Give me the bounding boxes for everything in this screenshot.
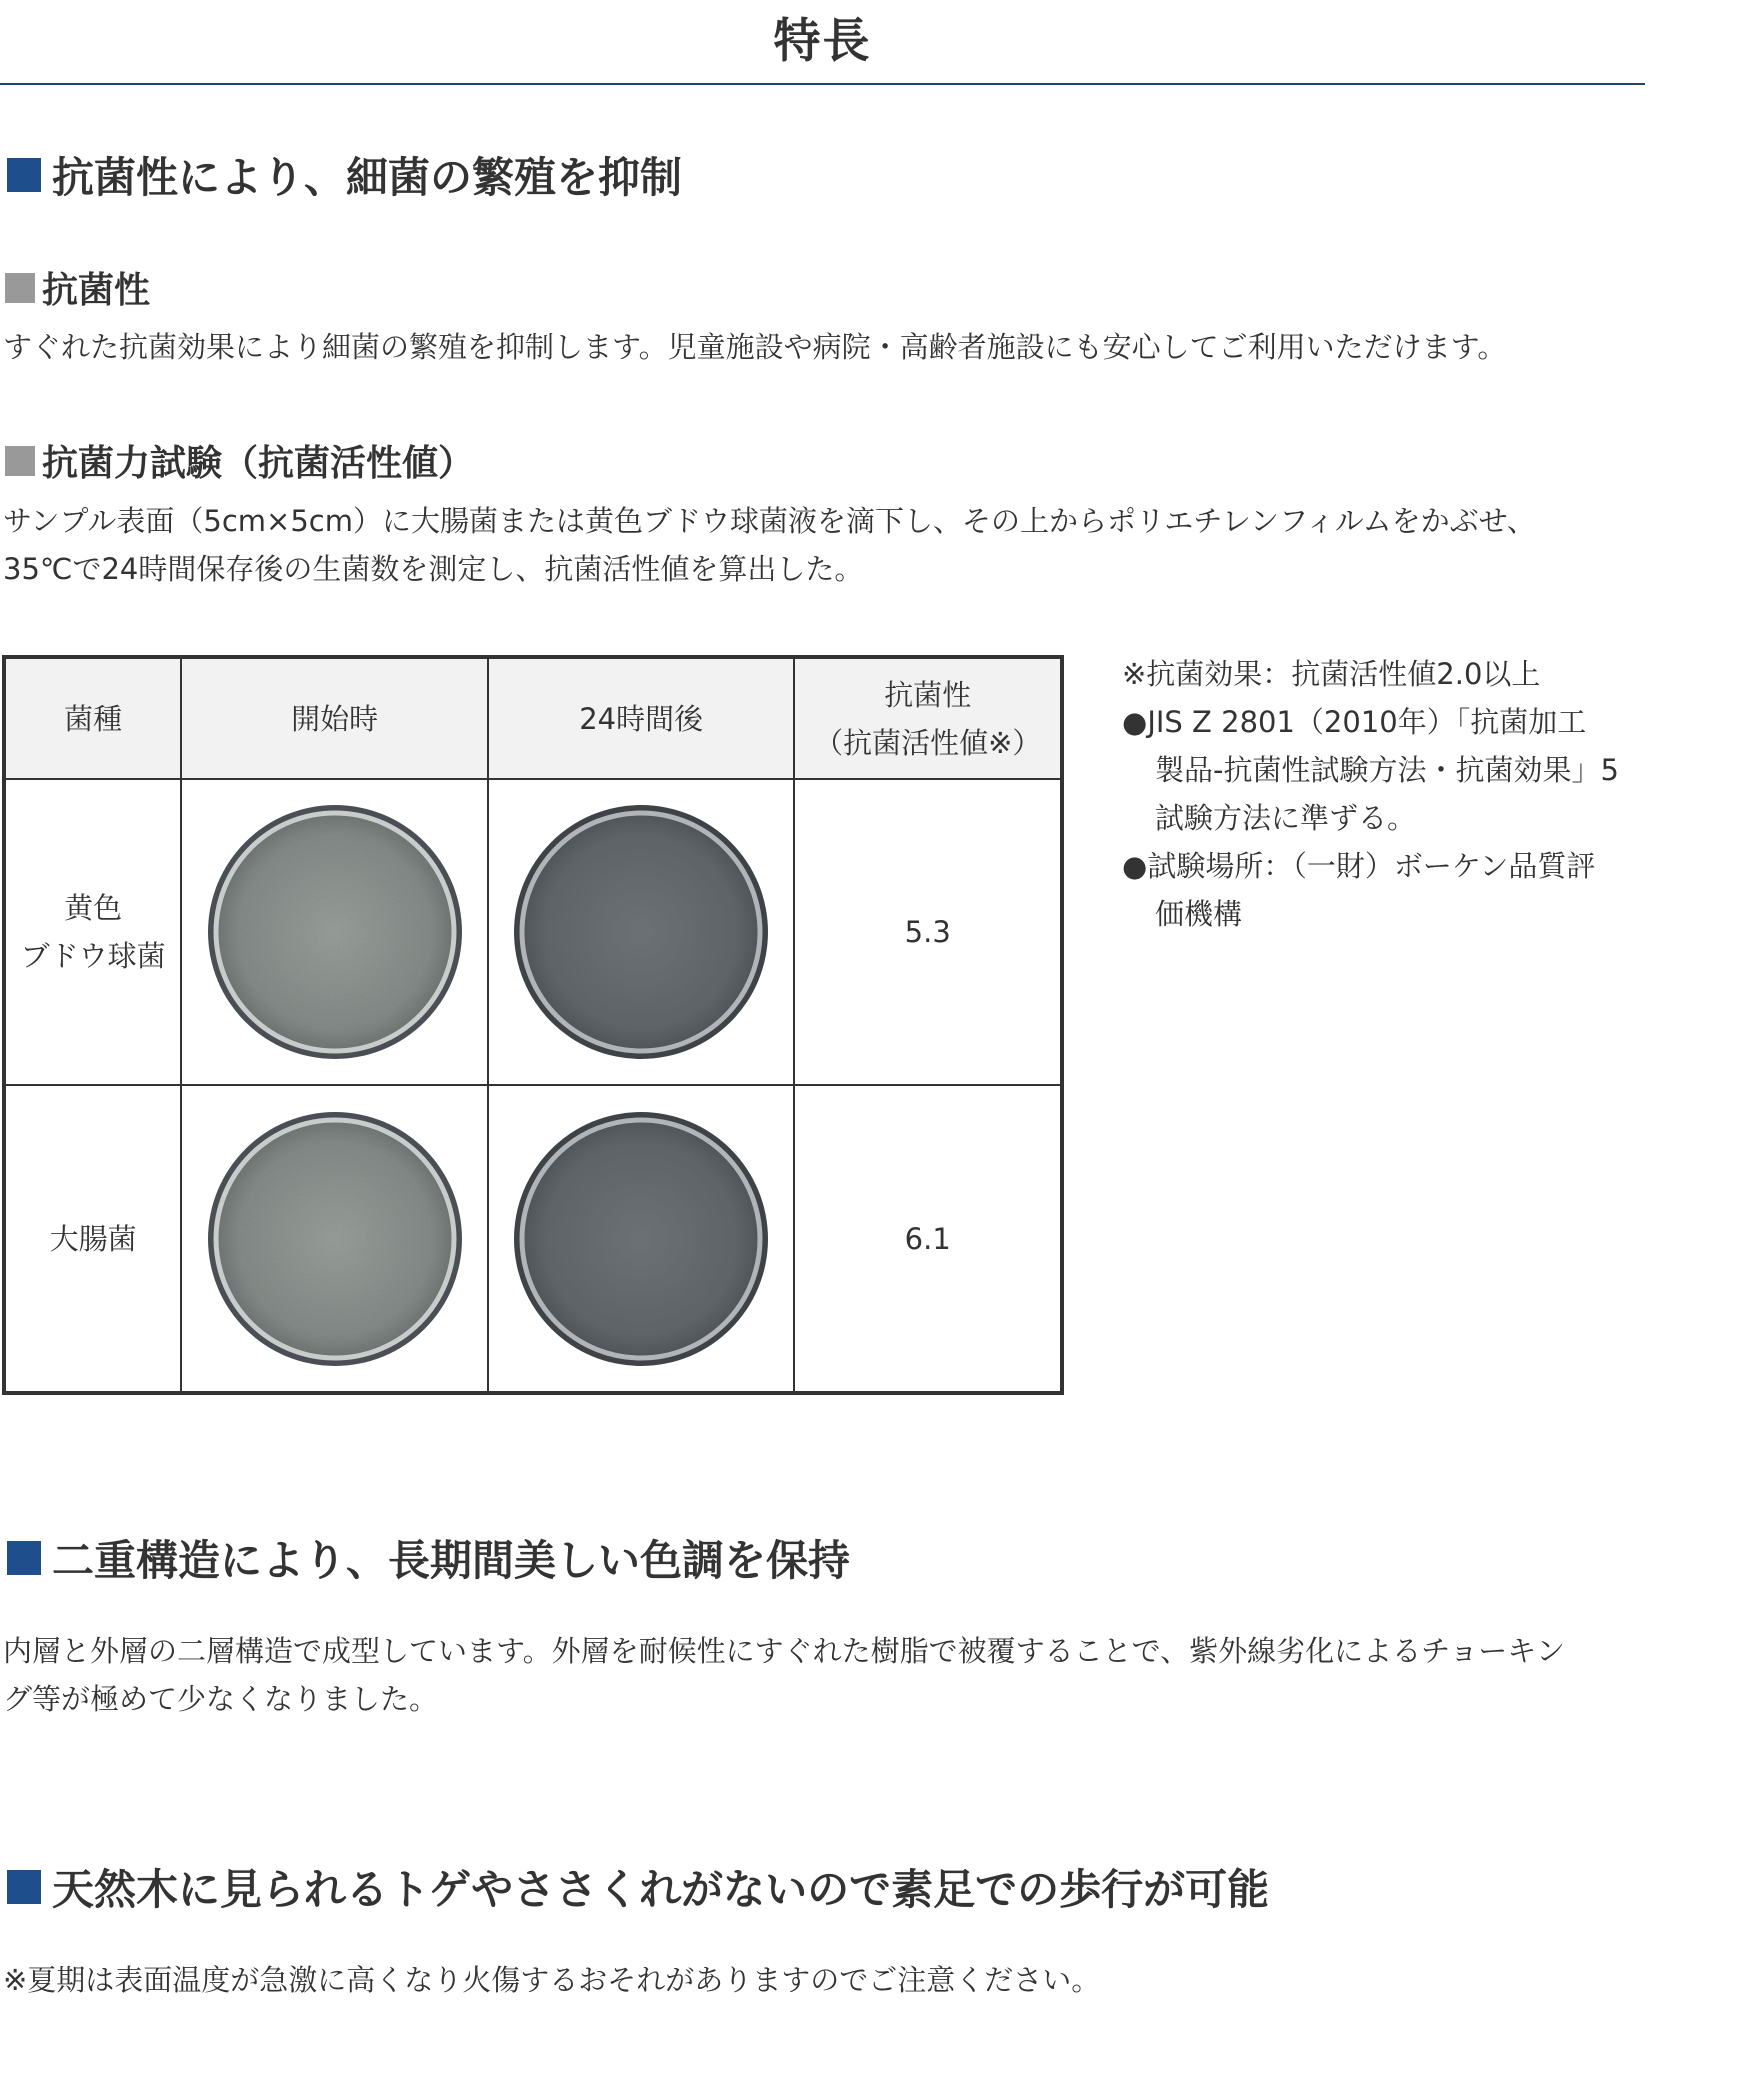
note-jis-line3: 試験方法に準ずる。 xyxy=(1155,801,1417,835)
test-notes xyxy=(1122,650,1642,938)
note-jis-line1: JIS Z 2801（2010年）「抗菌加工 xyxy=(1147,705,1587,739)
note-location-line1: 試験場所：（一財）ボーケン品質評 xyxy=(1147,849,1596,883)
after24-dish-cell xyxy=(488,1085,795,1393)
section-double-structure-title: 二重構造により、長期間美しい色調を保持 xyxy=(52,1536,851,1585)
after24-dish-cell xyxy=(488,779,795,1085)
section-antibacterial-title: 抗菌性により、細菌の繁殖を抑制 xyxy=(52,153,683,202)
subsection-test-title: 抗菌力試験（抗菌活性値） xyxy=(42,443,475,484)
section-double-structure-heading xyxy=(0,1528,850,1588)
table-row xyxy=(4,779,1062,1085)
note-jis-line2: 製品-抗菌性試験方法・抗菌効果」5 xyxy=(1155,753,1619,787)
header-activity-line2: （抗菌活性値※） xyxy=(814,725,1042,760)
subsection-antibacterial-title: 抗菌性 xyxy=(42,270,151,311)
species-line1: 大腸菌 xyxy=(49,1221,137,1256)
species-line1: 黄色 xyxy=(64,891,123,926)
petri-dish-after24-image xyxy=(510,1108,772,1370)
bullet-icon: ● xyxy=(1122,705,1148,739)
heading-square-icon xyxy=(7,158,41,192)
subheading-square-icon xyxy=(5,446,35,476)
antibacterial-test-table xyxy=(2,655,1064,1395)
start-dish-cell xyxy=(181,1085,488,1393)
heading-square-icon xyxy=(7,1870,41,1904)
title-divider xyxy=(0,83,1645,85)
double-structure-line1: 内層と外層の二層構造で成型しています。外層を耐候性にすぐれた樹脂で被覆することで、紫外線劣化によるチョーキン xyxy=(3,1634,1565,1668)
header-after24: 24時間後 xyxy=(488,657,795,779)
header-activity xyxy=(794,657,1062,779)
header-species: 菌種 xyxy=(4,657,181,779)
section-antibacterial-heading xyxy=(0,145,682,205)
test-description-line1: サンプル表面（5cm×5cm）に大腸菌または黄色ブドウ球菌液を滴下し、その上からポリエチレンフィルムをかぶせ、 xyxy=(3,504,1536,538)
antibacterial-description: すぐれた抗菌効果により細菌の繁殖を抑制します。児童施設や病院・高齢者施設にも安心してご利用いただけます。 xyxy=(3,330,1507,364)
note-effect-threshold: ※抗菌効果：抗菌活性値2.0以上 xyxy=(1122,657,1541,691)
table-row xyxy=(4,1085,1062,1393)
double-structure-description xyxy=(3,1627,1565,1723)
note-test-location xyxy=(1122,842,1642,890)
petri-dish-after24-image xyxy=(510,801,772,1063)
subheading-square-icon xyxy=(5,273,35,303)
species-cell xyxy=(4,1085,181,1393)
test-description xyxy=(3,497,1536,593)
page-title: 特長 xyxy=(773,14,872,69)
activity-value: 6.1 xyxy=(794,1085,1062,1393)
header-activity-line1: 抗菌性 xyxy=(884,677,972,712)
species-line2: ブドウ球菌 xyxy=(20,939,166,974)
petri-dish-start-image xyxy=(204,801,466,1063)
heading-square-icon xyxy=(7,1541,41,1575)
section-barefoot-heading xyxy=(0,1857,1269,1917)
double-structure-line2: グ等が極めて少なくなりました。 xyxy=(3,1682,439,1716)
start-dish-cell xyxy=(181,779,488,1085)
header-start: 開始時 xyxy=(181,657,488,779)
section-barefoot-title: 天然木に見られるトゲやささくれがないので素足での歩行が可能 xyxy=(52,1865,1270,1914)
note-jis-standard xyxy=(1122,698,1642,746)
activity-value: 5.3 xyxy=(794,779,1062,1085)
test-description-line2: 35℃で24時間保存後の生菌数を測定し、抗菌活性値を算出した。 xyxy=(3,552,864,586)
species-cell xyxy=(4,779,181,1085)
barefoot-caution: ※夏期は表面温度が急激に高くなり火傷するおそれがありますのでご注意ください。 xyxy=(3,1963,1101,1997)
subsection-antibacterial-heading xyxy=(0,262,150,313)
bullet-icon: ● xyxy=(1122,849,1148,883)
table-header-row xyxy=(4,657,1062,779)
note-location-line2: 価機構 xyxy=(1155,897,1243,931)
petri-dish-start-image xyxy=(204,1108,466,1370)
subsection-test-heading xyxy=(0,435,474,486)
